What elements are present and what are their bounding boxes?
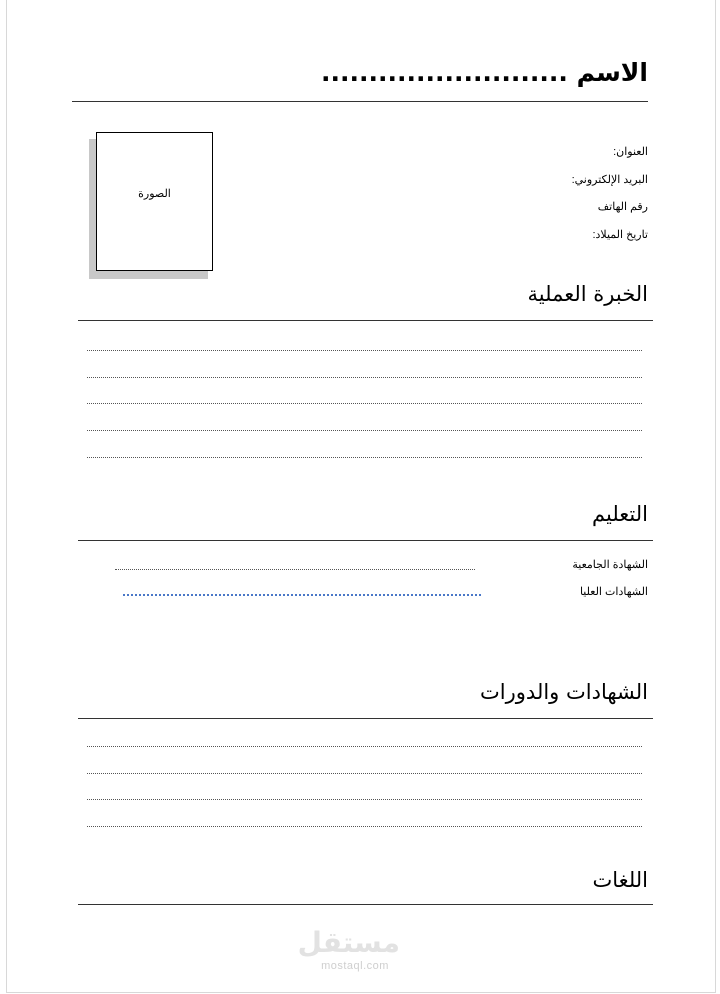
address-label: العنوان: — [613, 146, 648, 158]
certificates-heading: الشهادات والدورات — [480, 680, 648, 704]
name-heading: الاسم .......................... — [320, 58, 648, 87]
experience-line-2 — [87, 377, 642, 378]
certificates-line-3 — [87, 799, 642, 800]
experience-line-3 — [87, 403, 642, 404]
experience-line-4 — [87, 430, 642, 431]
watermark-url: mostaql.com — [321, 960, 389, 972]
certificates-underline — [78, 718, 653, 719]
education-heading: التعليم — [592, 502, 648, 526]
email-label: البريد الإلكتروني: — [571, 174, 648, 186]
certificates-line-1 — [87, 746, 642, 747]
photo-placeholder — [96, 132, 213, 271]
experience-underline — [78, 320, 653, 321]
watermark-logo: مستقل — [297, 926, 400, 959]
certificates-line-4 — [87, 826, 642, 827]
higher-degrees-label: الشهادات العليا — [579, 586, 648, 598]
name-underline — [72, 101, 648, 102]
languages-underline — [78, 904, 653, 905]
certificates-line-2 — [87, 773, 642, 774]
experience-line-1 — [87, 350, 642, 351]
experience-heading: الخبرة العملية — [527, 282, 648, 306]
languages-heading: اللغات — [592, 868, 648, 892]
phone-label: رقم الهاتف — [597, 201, 648, 213]
university-degree-label: الشهادة الجامعية — [572, 559, 648, 571]
birthdate-label: تاريخ الميلاد: — [592, 229, 648, 241]
university-degree-dots — [115, 569, 475, 570]
higher-degrees-dots — [123, 594, 481, 596]
photo-label: الصورة — [138, 188, 171, 200]
experience-line-5 — [87, 457, 642, 458]
education-underline — [78, 540, 653, 541]
